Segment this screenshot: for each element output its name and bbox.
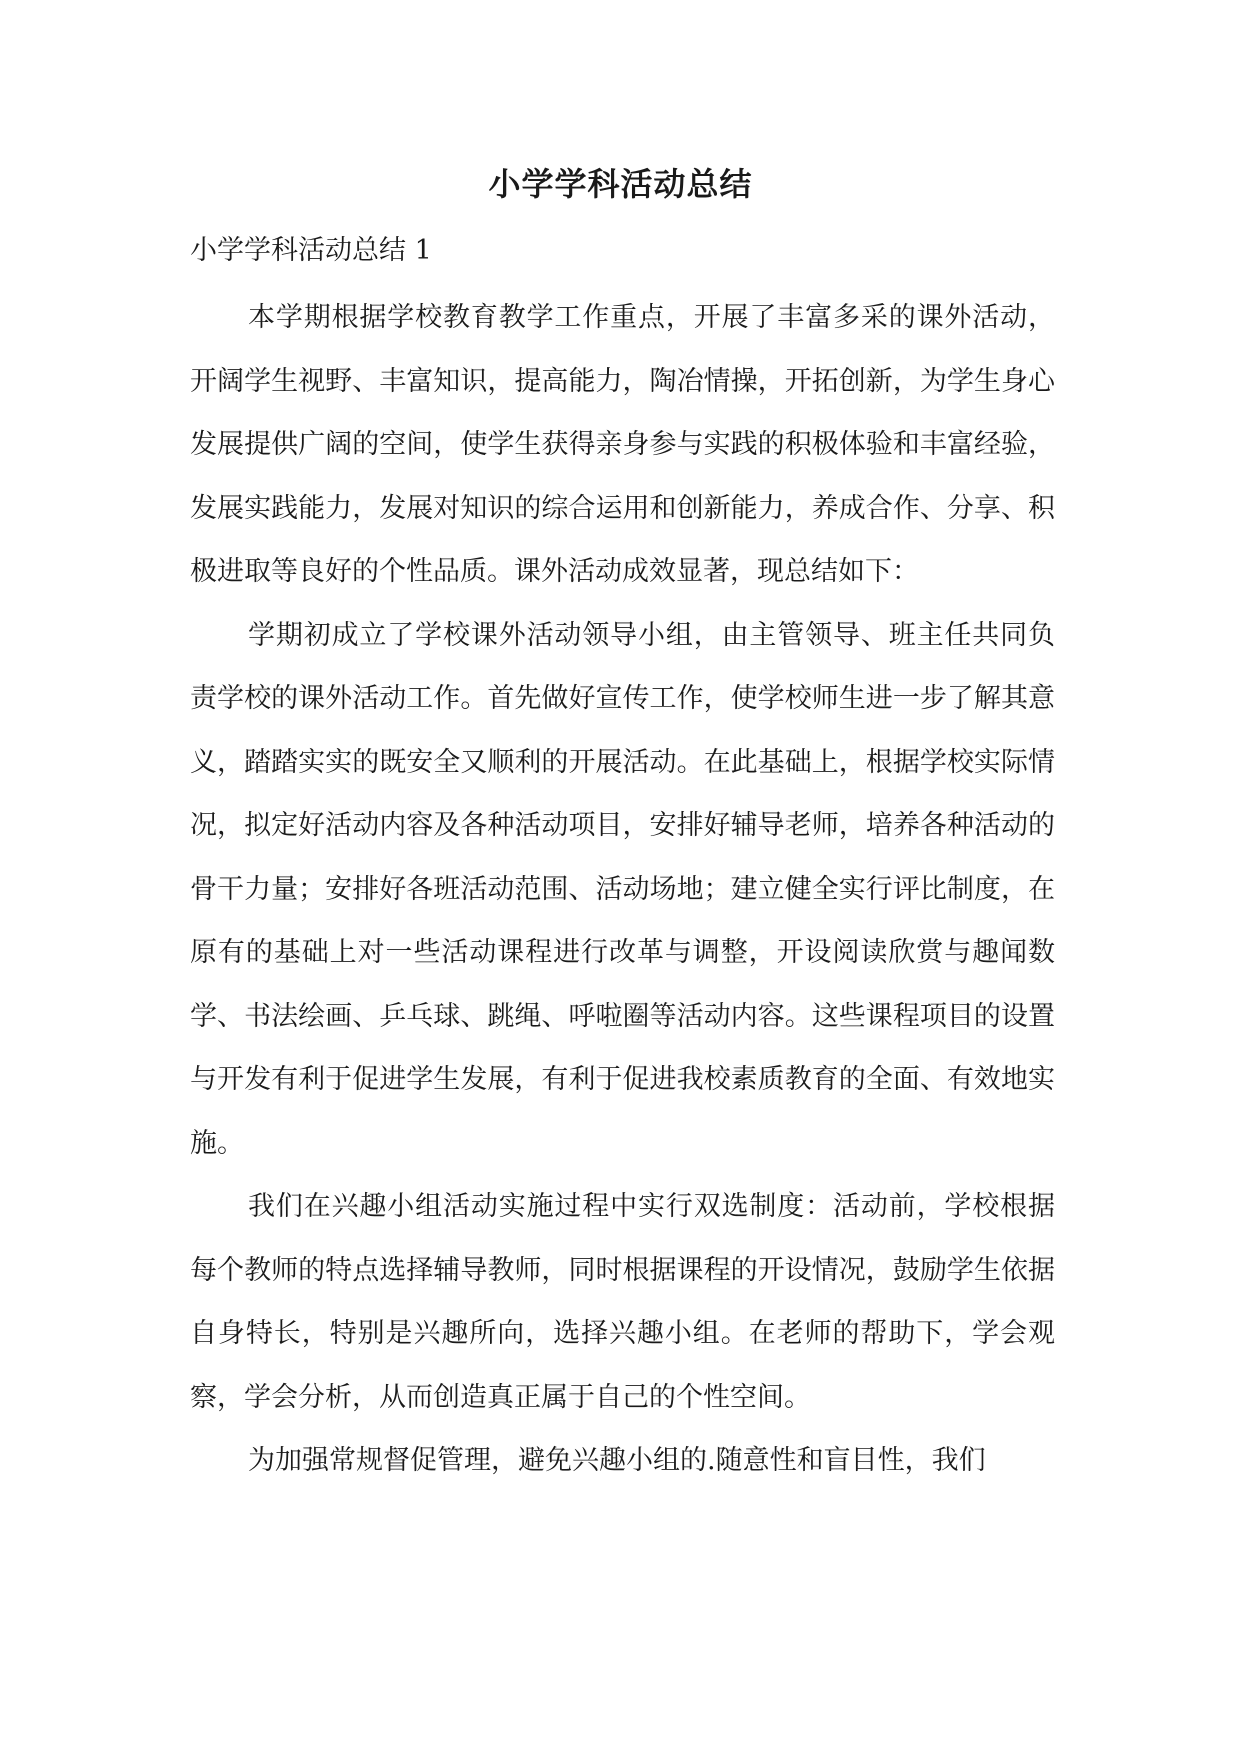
paragraph-4: 为加强常规督促管理，避免兴趣小组的.随意性和盲目性，我们	[248, 1445, 986, 1476]
paragraph-3: 我们在兴趣小组活动实施过程中实行双选制度：活动前，学校根据每个教师的特点选择辅导教师，同时根据课程的开设情况，鼓励学生依据自身特长，特别是兴趣所向，选择兴趣小组。在老师的帮助下，学会观察，学会分析，从而创造真正属于自己的个性空间。	[190, 1191, 1055, 1413]
document-body	[190, 286, 1055, 1493]
section-heading: 小学学科活动总结 1	[190, 235, 432, 266]
paragraph-2: 学期初成立了学校课外活动领导小组，由主管领导、班主任共同负责学校的课外活动工作。首先做好宣传工作，使学校师生进一步了解其意义，踏踏实实的既安全又顺利的开展活动。在此基础上，根据学校实际情况，拟定好活动内容及各种活动项目，安排好辅导老师，培养各种活动的骨干力量；安排好各班活动范围、活动场地；建立健全实行评比制度，在原有的基础上对一些活动课程进行改革与调整，开设阅读欣赏与趣闻数学、书法绘画、乒乓球、跳绳、呼啦圈等活动内容。这些课程项目的设置与开发有利于促进学生发展，有利于促进我校素质教育的全面、有效地实施。	[190, 619, 1055, 1159]
document-title: 小学学科活动总结	[488, 165, 753, 203]
paragraph-1: 本学期根据学校教育教学工作重点，开展了丰富多采的课外活动，开阔学生视野、丰富知识，提高能力，陶冶情操，开拓创新，为学生身心发展提供广阔的空间，使学生获得亲身参与实践的积极体验和丰富经验，发展实践能力，发展对知识的综合运用和创新能力，养成合作、分享、积极进取等良好的个性品质。课外活动成效显著，现总结如下：	[190, 302, 1055, 587]
